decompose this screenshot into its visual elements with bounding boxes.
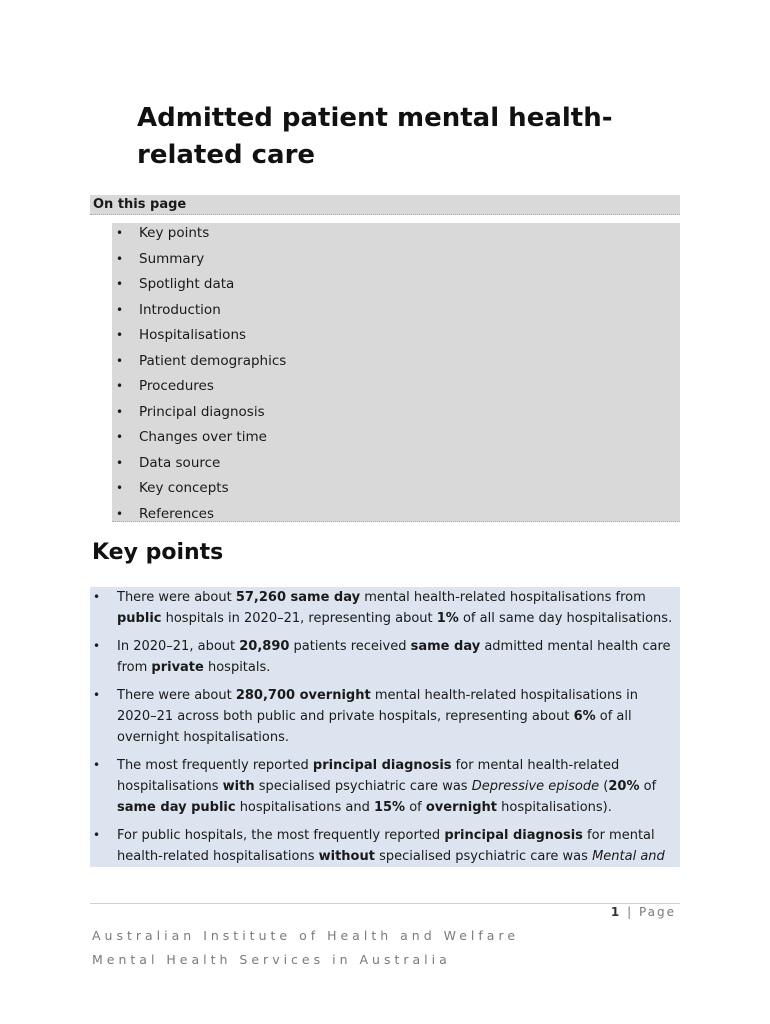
key-point-text: 57,260 same day	[235, 590, 361, 605]
toc-item-label[interactable]: Procedures	[139, 378, 214, 394]
key-point-text: Depressive episode	[471, 779, 600, 794]
key-points-list	[90, 587, 674, 867]
key-points-box	[90, 587, 680, 867]
key-point-text: specialised psychiatric care was	[374, 849, 593, 864]
toc-item-label[interactable]: Introduction	[139, 301, 221, 318]
key-point-text: public	[117, 611, 162, 626]
toc-item[interactable]	[112, 427, 680, 453]
key-point-text: (	[599, 779, 609, 794]
key-point-text: principal diagnosis	[444, 828, 583, 843]
toc-item[interactable]	[112, 504, 680, 530]
bullet-icon: •	[93, 828, 101, 842]
toc-item-label[interactable]: Spotlight data	[139, 276, 235, 292]
page-title: Admitted patient mental health-related care	[137, 103, 613, 170]
toc-item-label[interactable]: Principal diagnosis	[139, 403, 265, 420]
key-point-text: For public hospitals, the most frequently reported	[117, 828, 445, 843]
toc-item-label[interactable]: Key concepts	[139, 480, 229, 496]
key-point-text: principal diagnosis	[312, 758, 452, 773]
key-point-text: The most frequently reported	[117, 758, 313, 773]
bullet-icon: •	[116, 455, 124, 470]
bullet-icon: •	[93, 758, 101, 772]
key-point-text: of	[405, 800, 426, 815]
toc-item[interactable]	[112, 376, 680, 402]
key-point-text: patients received	[289, 639, 411, 654]
key-point-text: with	[222, 779, 255, 794]
key-point-item	[90, 685, 674, 748]
key-point-text: hospitals in 2020–21, representing about	[161, 611, 437, 626]
toc-item-label[interactable]: Data source	[139, 454, 221, 471]
key-point-text: There were about	[117, 688, 236, 703]
key-point-text: 6%	[573, 709, 596, 724]
key-point-text: private	[151, 660, 204, 675]
bullet-icon: •	[116, 302, 124, 317]
toc-item[interactable]	[112, 478, 680, 504]
bullet-icon: •	[116, 506, 124, 521]
key-point-text: There were about	[117, 590, 236, 605]
bullet-icon: •	[116, 404, 124, 419]
bullet-icon: •	[116, 226, 124, 240]
key-point-text: admitted mental health care from	[117, 639, 671, 675]
key-point-text: same day	[410, 639, 481, 654]
key-point-text: of all same day hospitalisations.	[458, 611, 673, 626]
key-point-text: specialised psychiatric care was	[254, 779, 472, 794]
toc-item[interactable]	[112, 249, 680, 275]
key-point-text: mental health-related hospitalisations from	[360, 590, 646, 605]
page-label: | Page	[621, 905, 676, 919]
key-point-text: hospitals.	[203, 660, 271, 675]
toc-item-label[interactable]: Key points	[139, 225, 210, 241]
key-point-text: 20,890	[239, 639, 290, 654]
toc-item[interactable]	[112, 300, 680, 326]
bullet-icon: •	[116, 379, 124, 393]
bullet-icon: •	[116, 277, 124, 291]
bullet-icon: •	[116, 328, 124, 342]
key-point-text: same day public	[117, 800, 236, 815]
toc-item-label[interactable]: Patient demographics	[139, 352, 287, 369]
key-point-item	[90, 825, 674, 867]
toc-item-label[interactable]: Summary	[139, 250, 205, 267]
bullet-icon: •	[93, 590, 101, 604]
key-point-text: for mental health-related hospitalisations	[117, 758, 620, 794]
key-point-text: hospitalisations and	[235, 800, 374, 815]
key-point-item	[90, 755, 674, 818]
footer-organisation: Australian Institute of Health and Welfare	[92, 928, 520, 943]
on-this-page-heading: On this page	[90, 195, 680, 215]
key-point-text: 280,700 overnight	[235, 688, 371, 703]
on-this-page-list	[112, 223, 680, 522]
page-number	[611, 905, 676, 919]
page-number-value: 1	[610, 905, 622, 919]
toc-item-label[interactable]: Changes over time	[139, 429, 267, 445]
toc-item-label[interactable]: References	[139, 505, 215, 522]
key-point-text: hospitalisations).	[497, 800, 612, 815]
key-point-item	[90, 636, 674, 678]
toc-item[interactable]	[112, 223, 680, 249]
key-point-text: Mental and	[592, 849, 665, 864]
toc-item[interactable]	[112, 325, 680, 351]
key-point-text: 15%	[373, 800, 406, 815]
key-points-heading: Key points	[92, 540, 224, 565]
key-point-text: In 2020–21, about	[117, 639, 240, 654]
toc-item[interactable]	[112, 453, 680, 479]
bullet-icon: •	[116, 430, 124, 444]
toc-item[interactable]	[112, 274, 680, 300]
footer-publication: Mental Health Services in Australia	[92, 952, 451, 967]
bullet-icon: •	[93, 688, 101, 702]
bullet-icon: •	[116, 481, 124, 495]
key-point-text: overnight	[425, 800, 497, 815]
toc-item[interactable]	[112, 351, 680, 377]
footer-divider	[90, 903, 680, 904]
bullet-icon: •	[116, 251, 124, 266]
key-point-text: 20%	[608, 779, 640, 794]
key-point-text: of	[639, 779, 657, 794]
bullet-icon: •	[93, 639, 101, 653]
key-point-item	[90, 587, 674, 629]
key-point-text: mental health-related hospitalisations in 2020–21 across both public and private hospitals, representing about	[117, 688, 638, 724]
toc-item-label[interactable]: Hospitalisations	[139, 327, 247, 343]
key-point-text: 1%	[436, 611, 459, 626]
toc-item[interactable]	[112, 402, 680, 428]
key-point-text: of all overnight hospitalisations.	[117, 709, 632, 745]
key-point-text: without	[318, 849, 375, 864]
key-point-text: for mental health-related hospitalisations	[117, 828, 655, 864]
bullet-icon: •	[116, 353, 124, 368]
